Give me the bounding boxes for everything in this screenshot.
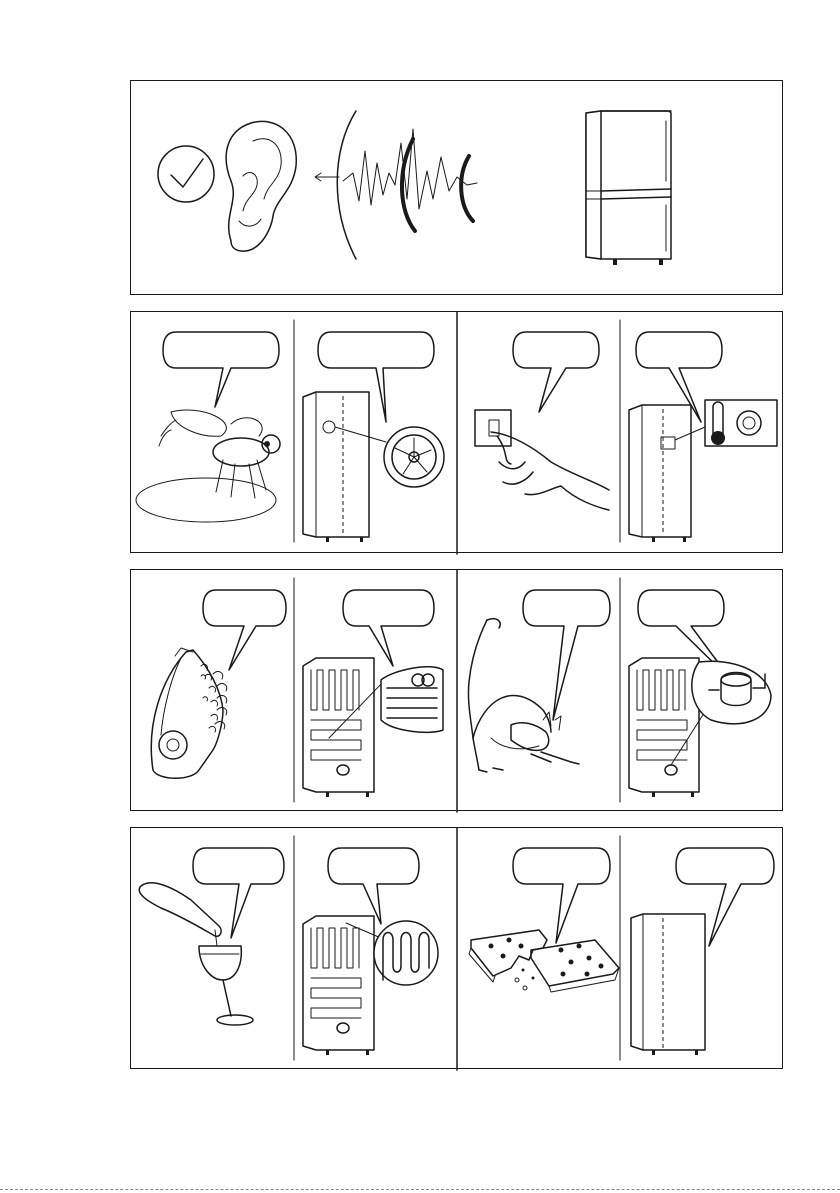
speech-bubble-5 bbox=[203, 590, 286, 670]
coil-icon bbox=[303, 658, 443, 797]
sound-direction-arrow bbox=[315, 173, 339, 181]
speech-bubble-2 bbox=[318, 332, 434, 422]
speech-bubble-12 bbox=[676, 848, 774, 946]
noise-panel-row-1 bbox=[130, 311, 783, 553]
hand-switch-icon bbox=[475, 410, 609, 510]
page-bottom-rule bbox=[0, 1189, 840, 1193]
evaporator-icon bbox=[303, 916, 438, 1055]
speech-bubble-6 bbox=[343, 590, 434, 666]
checkmark-icon bbox=[158, 146, 214, 202]
noise-panel-row-3 bbox=[130, 827, 783, 1069]
biscuit-icon bbox=[469, 930, 619, 992]
fan-fridge-icon bbox=[303, 392, 444, 542]
ear-icon bbox=[226, 121, 296, 251]
noise-panel-row-2 bbox=[130, 569, 783, 811]
speech-bubble-11 bbox=[513, 848, 610, 943]
speech-bubble-1 bbox=[163, 332, 279, 407]
speech-bubble-7 bbox=[523, 590, 610, 720]
sound-wave-icon bbox=[337, 111, 477, 259]
speech-bubble-3 bbox=[513, 332, 599, 412]
compressor-icon bbox=[629, 658, 771, 797]
cabinet-icon bbox=[631, 914, 705, 1055]
iron-icon bbox=[151, 648, 227, 778]
thermostat-icon bbox=[629, 400, 777, 542]
speech-bubble-9 bbox=[193, 848, 284, 938]
fridge-icon bbox=[586, 111, 671, 265]
speech-bubble-10 bbox=[328, 848, 419, 924]
intro-panel bbox=[130, 80, 783, 295]
fly-icon bbox=[136, 410, 280, 522]
